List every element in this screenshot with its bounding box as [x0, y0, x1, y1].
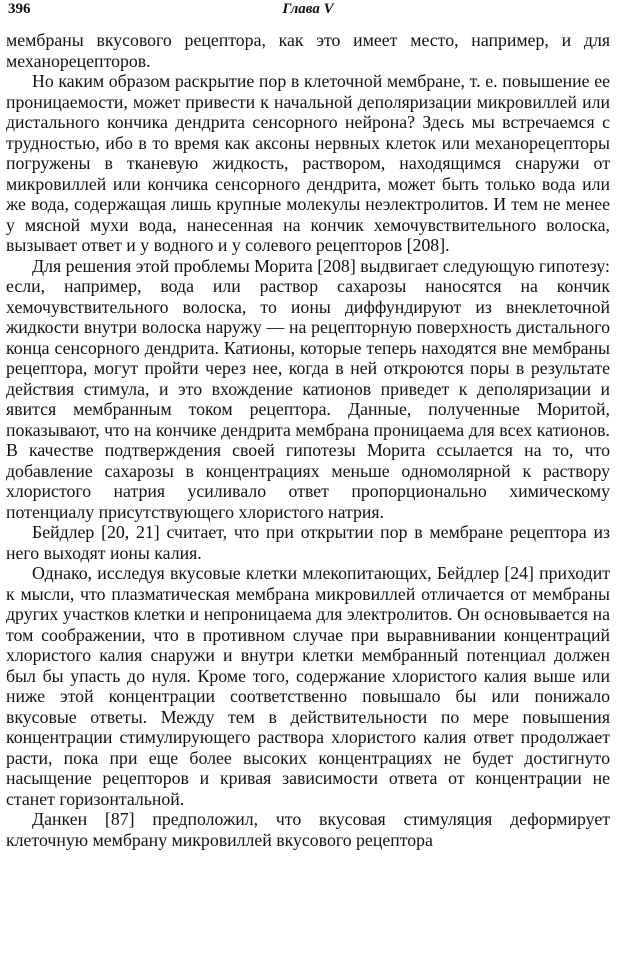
running-head — [6, 0, 610, 30]
paragraph: Бейдлер [20, 21] считает, что при открытии пор в мембране рецептора из него выходят ионы калия. — [6, 522, 610, 563]
paragraph: Однако, исследуя вкусовые клетки млекопитающих, Бейдлер [24] приходит к мысли, что плазматическая мембрана микровиллей отличается от мембраны других участков клетки и непроницаема для электролитов. Он основывается на том соображении, что в противном случае при выравнивании концентраций хлористого калия снаружи и внутри клетки мембранный потенциал должен был бы упасть до нуля. Кроме того, содержание хлористого калия выше или ниже этой концентрации соответственно повышало бы или понижало вкусовые ответы. Между тем в действительности по мере повышения концентрации стимулирующего раствора хлористого калия ответ продолжает расти, пока при еще более высоких концентрациях не будет достигнуто насыщение рецепторов и кривая зависимости ответа от концентрации не станет горизонтальной. — [6, 563, 610, 809]
paragraph: Данкен [87] предположил, что вкусовая стимуляция деформирует клеточную мембрану микровиллей вкусового рецептора — [6, 809, 610, 850]
body-text — [6, 30, 610, 850]
paragraph: Для решения этой проблемы Морита [208] выдвигает следующую гипотезу: если, например, вода или раствор сахарозы наносятся на кончик хемочувствительного волоска, то ионы диффундируют из внеклеточной жидкости внутри волоска наружу — на рецепторную поверхность дистального конца сенсорного дендрита. Катионы, которые теперь находятся вне мембраны рецептора, могут пройти через нее, когда в ней откроются поры в результате действия стимула, и это вхождение катионов приведет к деполяризации и явится мембранным током рецептора. Данные, полученные Моритой, показывают, что на кончике дендрита мембрана проницаема для всех катионов. В качестве подтверждения своей гипотезы Морита ссылается на то, что добавление сахарозы в концентрациях меньше одномолярной к раствору хлористого натрия усиливало ответ пропорционально химическому потенциалу присутствующего хлористого натрия. — [6, 255, 610, 522]
chapter-title: Глава V — [282, 1, 334, 17]
page-number: 396 — [8, 1, 31, 17]
paragraph: Но каким образом раскрытие пор в клеточной мембране, т. е. повышение ее проницаемости, может привести к начальной деполяризации микровиллей или дистального кончика дендрита сенсорного нейрона? Здесь мы встречаемся с трудностью, ибо в то время как аксоны нервных клеток или механорецепторы погружены в тканевую жидкость, раствором, находящимся снаружи от микровиллей или кончика сенсорного дендрита, может быть только вода или же вода, содержащая лишь крупные молекулы неэлектролитов. И тем не менее у мясной мухи вода, нанесенная на кончик хемочувствительного волоска, вызывает ответ и у водного и у солевого рецепторов [208]. — [6, 71, 610, 255]
paragraph: мембраны вкусового рецептора, как это имеет место, например, и для механорецепторов. — [6, 30, 610, 71]
